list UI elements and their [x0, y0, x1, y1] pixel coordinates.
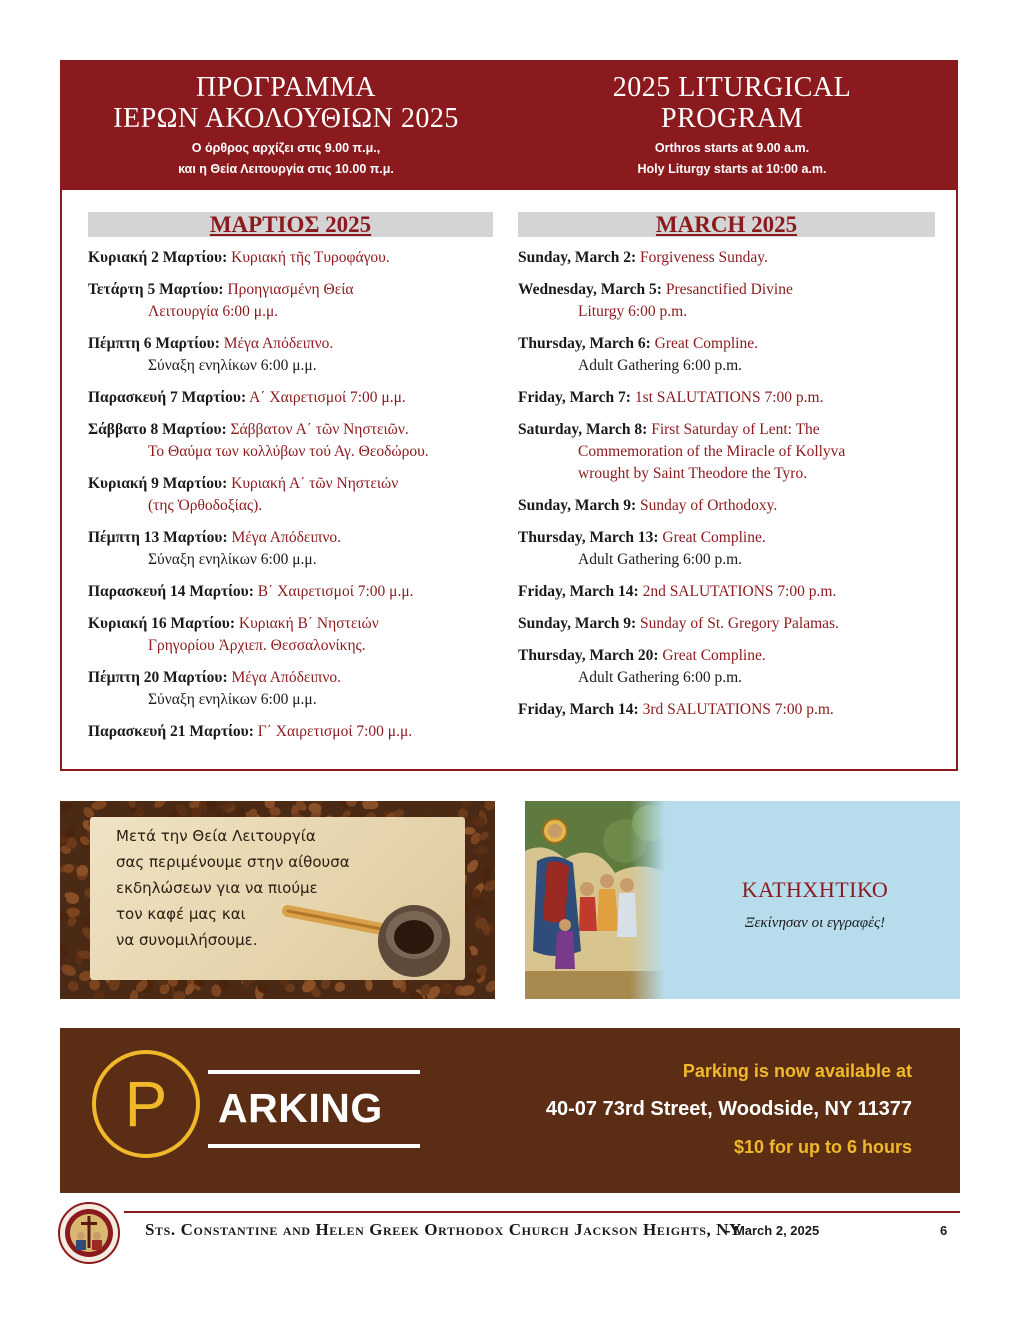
schedule-event [518, 419, 935, 485]
parking-info-line-1: Parking is now available at [682, 1061, 912, 1081]
coffee-bean [60, 943, 71, 959]
parking-rule-top [208, 1070, 420, 1074]
english-banner-sub-1: Orthros starts at 9.00 a.m. [654, 141, 810, 155]
schedule-event [88, 527, 493, 571]
event-title: Μέγα Απόδειπνο. [227, 529, 342, 546]
coffee-bean [89, 978, 101, 990]
coffee-line-3: εκδηλώσεων για να πιούμε [116, 879, 318, 897]
english-month-heading [518, 212, 935, 237]
footer-rule [124, 1211, 960, 1213]
event-title: 1st SALUTATIONS 7:00 p.m. [630, 389, 824, 406]
event-date-label: Wednesday, March 5: [518, 281, 662, 298]
parking-banner [60, 1028, 960, 1193]
coffee-bean [463, 827, 475, 835]
schedule-event [88, 473, 493, 517]
coffee-bean [460, 801, 473, 809]
event-detail: Adult Gathering 6:00 p.m. [578, 551, 743, 568]
event-title: Σάββατον Α΄ τῶν Νηστειῶν. [226, 421, 409, 438]
english-events-list [518, 247, 935, 721]
event-date-label: Sunday, March 9: [518, 497, 637, 514]
event-date-label: Thursday, March 6: [518, 335, 651, 352]
event-date-label: Παρασκευή 7 Μαρτίου: [88, 389, 247, 406]
coffee-bean [152, 801, 168, 810]
coffee-bean [474, 846, 488, 855]
event-date-label: Πέμπτη 20 Μαρτίου: [88, 669, 228, 686]
greek-banner-title-2: ΙΕΡΩΝ ΑΚΟΛΟΥΘΙΩΝ 2025 [113, 103, 459, 134]
schedule-event [88, 333, 493, 377]
schedule-event [518, 333, 935, 377]
english-month-label: MARCH 2025 [655, 212, 798, 237]
event-title: 3rd SALUTATIONS 7:00 p.m. [638, 701, 834, 718]
event-title: Γ΄ Χαιρετισμοί 7:00 μ.μ. [253, 723, 413, 740]
schedule-event [88, 279, 493, 323]
event-title: Great Compline. [650, 335, 758, 352]
schedule-event [88, 247, 493, 269]
coffee-bean [60, 801, 74, 814]
event-detail: Adult Gathering 6:00 p.m. [578, 357, 743, 374]
event-date-label: Πέμπτη 6 Μαρτίου: [88, 335, 220, 352]
schedule-event [518, 613, 935, 635]
church-seal-icon [58, 1202, 120, 1264]
liturgical-schedule [60, 60, 958, 771]
coffee-bean [92, 990, 106, 999]
coffee-bean [90, 801, 107, 811]
event-title: Sunday of St. Gregory Palamas. [636, 615, 839, 632]
schedule-event [518, 645, 935, 689]
event-title: Κυριακή τῆς Τυροφάγου. [227, 249, 390, 266]
event-title: Great Compline. [658, 647, 766, 664]
english-banner-title-2: PROGRAM [661, 103, 803, 134]
english-banner-sub-2: Holy Liturgy starts at 10:00 a.m. [637, 162, 827, 176]
schedule-event [88, 387, 493, 409]
event-title: Great Compline. [658, 529, 766, 546]
coffee-bean [333, 980, 347, 994]
event-date-label: Friday, March 14: [518, 701, 639, 718]
schedule-banner [62, 62, 956, 190]
event-date-label: Thursday, March 13: [518, 529, 659, 546]
event-title: First Saturday of Lent: The [647, 421, 820, 438]
parking-price: $10 for up to 6 hours [733, 1137, 912, 1157]
coffee-bean [438, 981, 454, 997]
event-detail: Liturgy 6:00 p.m. [578, 303, 688, 320]
event-date-label: Thursday, March 20: [518, 647, 659, 664]
event-detail: wrought by Saint Theodore the Tyro. [578, 465, 808, 482]
english-banner-title-1: 2025 LITURGICAL [612, 72, 852, 103]
event-date-label: Κυριακή 2 Μαρτίου: [88, 249, 228, 266]
schedule-event [88, 721, 493, 743]
event-date-label: Σάββατο 8 Μαρτίου: [88, 421, 227, 438]
greek-schedule-column [88, 212, 493, 753]
event-date-label: Τετάρτη 5 Μαρτίου: [88, 281, 224, 298]
event-detail: Commemoration of the Miracle of Kollyva [578, 443, 846, 460]
christ-with-children-icon [525, 801, 665, 999]
catechism-panel [525, 801, 960, 999]
event-title: Forgiveness Sunday. [636, 249, 768, 266]
coffee-line-5: να συνομιλήσουμε. [116, 931, 258, 949]
english-schedule-column [518, 212, 935, 731]
event-title: Κυριακή Β΄ Νηστειών [235, 615, 379, 632]
parking-rule-bottom [208, 1144, 420, 1148]
coffee-line-1: Μετά την Θεία Λειτουργία [116, 827, 316, 845]
schedule-event [518, 527, 935, 571]
event-title: 2nd SALUTATIONS 7:00 p.m. [638, 583, 837, 600]
greek-banner-sub-2: και η Θεία Λειτουργία στις 10.00 π.μ. [178, 162, 394, 176]
event-date-label: Sunday, March 9: [518, 615, 637, 632]
schedule-event [518, 279, 935, 323]
schedule-event [518, 387, 935, 409]
schedule-event [518, 495, 935, 517]
parking-letter: P [124, 1068, 168, 1140]
footer-date: - March 2, 2025 [726, 1223, 820, 1238]
coffee-bean [469, 896, 485, 907]
event-title: Μέγα Απόδειπνο. [227, 669, 342, 686]
parking-word: ARKING [218, 1085, 383, 1131]
footer-church-name: Sts. Constantine and Helen Greek Orthodox Church Jackson Heights, NY [145, 1220, 742, 1239]
event-date-label: Saturday, March 8: [518, 421, 648, 438]
event-detail: Λειτουργία 6:00 μ.μ. [148, 303, 279, 320]
schedule-event [518, 699, 935, 721]
event-date-label: Παρασκευή 21 Μαρτίου: [88, 723, 254, 740]
event-date-label: Κυριακή 16 Μαρτίου: [88, 615, 235, 632]
event-title: Προηγιασμένη Θεία [223, 281, 354, 298]
schedule-event [88, 613, 493, 657]
english-banner [512, 72, 952, 179]
coffee-bean [74, 863, 90, 879]
event-date-label: Sunday, March 2: [518, 249, 637, 266]
event-date-label: Παρασκευή 14 Μαρτίου: [88, 583, 254, 600]
greek-banner-sub-1: Ο όρθρος αρχίζει στις 9.00 π.μ., [191, 141, 381, 155]
greek-banner-title-1: ΠΡΟΓΡΑΜΜΑ [196, 72, 376, 103]
event-detail: (της Ὀρθοδοξίας). [148, 497, 263, 514]
coffee-hour-panel [60, 801, 495, 999]
event-detail: Το Θαύμα των κολλύβων τού Αγ. Θεοδώρου. [148, 443, 429, 460]
coffee-pot-icon [282, 889, 452, 979]
coffee-line-4: τον καφέ μας και [116, 905, 246, 923]
event-title: Μέγα Απόδειπνο. [219, 335, 334, 352]
event-detail: Σύναξη ενηλίκων 6:00 μ.μ. [148, 551, 317, 568]
catechism-subtitle: Ξεκίνησαν οι εγγραφές! [744, 915, 886, 931]
event-date-label: Πέμπτη 13 Μαρτίου: [88, 529, 228, 546]
event-detail: Adult Gathering 6:00 p.m. [578, 669, 743, 686]
coffee-bean [60, 962, 78, 978]
schedule-event [518, 581, 935, 603]
greek-events-list [88, 247, 493, 743]
event-date-label: Friday, March 7: [518, 389, 631, 406]
event-title: Presanctified Divine [661, 281, 793, 298]
schedule-event [88, 581, 493, 603]
event-date-label: Κυριακή 9 Μαρτίου: [88, 475, 228, 492]
event-title: Β΄ Χαιρετισμοί 7:00 μ.μ. [253, 583, 414, 600]
schedule-event [518, 247, 935, 269]
coffee-bean [484, 978, 495, 994]
page-number: 6 [940, 1223, 948, 1238]
greek-banner [66, 72, 506, 179]
greek-month-label: ΜΑΡΤΙΟΣ 2025 [209, 212, 372, 237]
coffee-bean [66, 980, 80, 993]
coffee-bean [480, 866, 492, 882]
coffee-line-2: σας περιμένουμε στην αίθουσα [116, 853, 350, 871]
event-title: Α΄ Χαιρετισμοί 7:00 μ.μ. [246, 389, 406, 406]
schedule-event [88, 667, 493, 711]
schedule-event [88, 419, 493, 463]
event-title: Sunday of Orthodoxy. [636, 497, 778, 514]
event-detail: Σύναξη ενηλίκων 6:00 μ.μ. [148, 357, 317, 374]
event-detail: Γρηγορίου Ἀρχιεπ. Θεσσαλονίκης. [148, 637, 366, 654]
greek-month-heading [88, 212, 493, 237]
event-date-label: Friday, March 14: [518, 583, 639, 600]
parking-address: 40-07 73rd Street, Woodside, NY 11377 [545, 1098, 912, 1120]
event-title: Κυριακή Α΄ τῶν Νηστειών [227, 475, 399, 492]
event-detail: Σύναξη ενηλίκων 6:00 μ.μ. [148, 691, 317, 708]
catechism-title: ΚΑΤΗΧΗΤΙΚΟ [741, 877, 889, 902]
